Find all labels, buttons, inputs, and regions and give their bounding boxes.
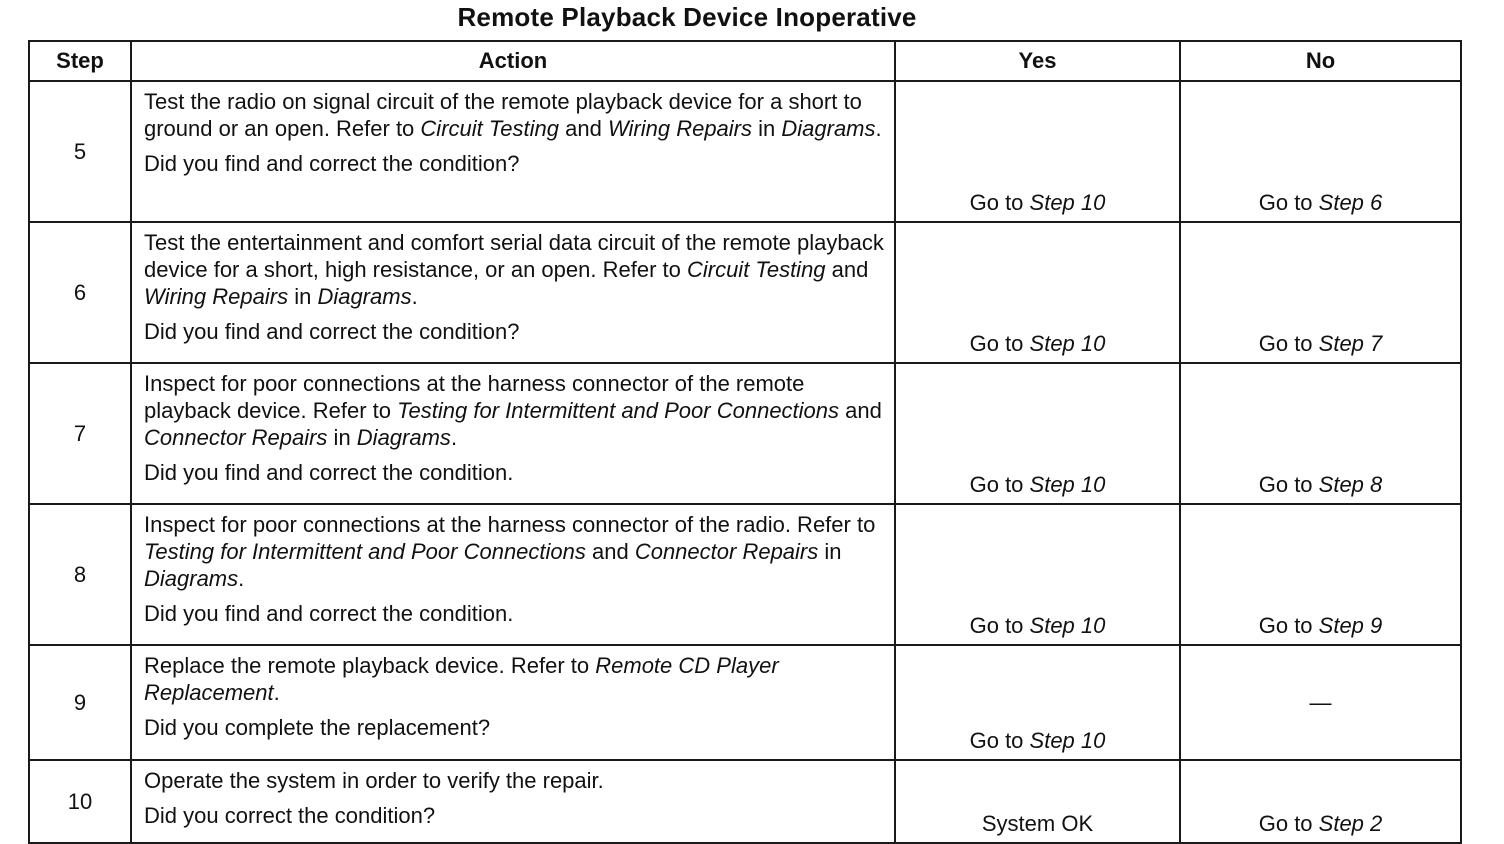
action-text: Test the entertainment and comfort serial data circuit of the remote playback device for a short, high resistance, or an open. Refer to bbox=[144, 230, 884, 282]
action-text: and bbox=[839, 398, 882, 423]
action-question: Did you find and correct the condition? bbox=[144, 319, 520, 344]
step-reference-link[interactable]: Step 10 bbox=[1029, 190, 1106, 215]
action-text: and bbox=[559, 116, 608, 141]
step-number: 5 bbox=[29, 81, 131, 222]
step-reference-link[interactable]: Step 2 bbox=[1318, 811, 1383, 836]
action-question: Did you correct the condition? bbox=[144, 803, 436, 828]
step-reference-link[interactable]: Step 10 bbox=[1029, 728, 1106, 753]
result-prefix: Go to bbox=[969, 331, 1030, 356]
table-row bbox=[29, 222, 1461, 363]
table-row bbox=[29, 504, 1461, 645]
no-result bbox=[1180, 645, 1461, 760]
action-instruction bbox=[144, 767, 888, 794]
result-prefix: Go to bbox=[969, 190, 1030, 215]
reference-connector-repairs: Connector Repairs bbox=[634, 539, 819, 564]
header-step: Step bbox=[29, 41, 131, 81]
action-text: Inspect for poor connections at the harness connector of the radio. Refer to bbox=[144, 512, 876, 537]
system-ok-text: System OK bbox=[981, 811, 1094, 836]
reference-testing-intermittent: Testing for Intermittent and Poor Connections bbox=[144, 539, 586, 564]
table-row bbox=[29, 363, 1461, 504]
no-result bbox=[1180, 504, 1461, 645]
step-reference-link[interactable]: Step 6 bbox=[1318, 190, 1383, 215]
action-text: . bbox=[238, 566, 245, 591]
result-prefix: Go to bbox=[1258, 331, 1319, 356]
step-number: 6 bbox=[29, 222, 131, 363]
reference-diagrams: Diagrams bbox=[317, 284, 412, 309]
reference-connector-repairs: Connector Repairs bbox=[144, 425, 328, 450]
action-text: . bbox=[875, 116, 882, 141]
action-text: Inspect for poor connections at the harness connector of the remote playback device. Refer to bbox=[144, 371, 805, 423]
action-cell bbox=[131, 645, 895, 760]
step-number: 7 bbox=[29, 363, 131, 504]
step-number: 8 bbox=[29, 504, 131, 645]
no-result bbox=[1180, 81, 1461, 222]
action-text: and bbox=[825, 257, 869, 282]
action-cell bbox=[131, 81, 895, 222]
action-instruction bbox=[144, 652, 888, 706]
action-text: . bbox=[411, 284, 418, 309]
reference-circuit-testing: Circuit Testing bbox=[686, 257, 826, 282]
table-row bbox=[29, 760, 1461, 843]
step-number: 9 bbox=[29, 645, 131, 760]
action-cell bbox=[131, 222, 895, 363]
no-result bbox=[1180, 222, 1461, 363]
yes-result bbox=[895, 81, 1180, 222]
step-reference-link[interactable]: Step 10 bbox=[1029, 613, 1106, 638]
reference-diagrams: Diagrams bbox=[781, 116, 876, 141]
reference-wiring-repairs: Wiring Repairs bbox=[607, 116, 753, 141]
no-result bbox=[1180, 363, 1461, 504]
action-text: . bbox=[273, 680, 280, 705]
step-number: 10 bbox=[29, 760, 131, 843]
result-prefix: Go to bbox=[969, 728, 1030, 753]
table-row bbox=[29, 645, 1461, 760]
header-no: No bbox=[1180, 41, 1461, 81]
action-instruction bbox=[144, 229, 888, 310]
table-header-row bbox=[29, 41, 1461, 81]
action-text: and bbox=[585, 539, 635, 564]
reference-testing-intermittent: Testing for Intermittent and Poor Connections bbox=[397, 398, 840, 423]
table-row bbox=[29, 81, 1461, 222]
reference-diagrams: Diagrams bbox=[144, 566, 239, 591]
action-instruction bbox=[144, 370, 888, 451]
yes-result bbox=[895, 504, 1180, 645]
action-cell bbox=[131, 363, 895, 504]
action-question: Did you complete the replacement? bbox=[144, 715, 491, 740]
action-question: Did you find and correct the condition? bbox=[144, 151, 520, 176]
reference-circuit-testing: Circuit Testing bbox=[420, 116, 559, 141]
action-text: Test the radio on signal circuit of the remote playback device for a short to ground or an open. Refer to bbox=[144, 89, 862, 141]
step-reference-link[interactable]: Step 8 bbox=[1318, 472, 1383, 497]
reference-diagrams: Diagrams bbox=[356, 425, 451, 450]
action-instruction bbox=[144, 511, 888, 592]
no-action-dash: — bbox=[1309, 690, 1332, 715]
step-reference-link[interactable]: Step 9 bbox=[1318, 613, 1383, 638]
action-text: Operate the system in order to verify the repair. bbox=[144, 768, 604, 793]
reference-wiring-repairs: Wiring Repairs bbox=[144, 284, 289, 309]
action-text: in bbox=[818, 539, 842, 564]
action-text: in bbox=[752, 116, 782, 141]
action-text: in bbox=[288, 284, 318, 309]
step-reference-link[interactable]: Step 10 bbox=[1029, 331, 1106, 356]
action-cell bbox=[131, 504, 895, 645]
result-prefix: Go to bbox=[969, 472, 1030, 497]
step-reference-link[interactable]: Step 10 bbox=[1029, 472, 1106, 497]
action-text: . bbox=[450, 425, 458, 450]
header-action: Action bbox=[131, 41, 895, 81]
action-text: Replace the remote playback device. Refer to bbox=[144, 653, 596, 678]
reference-remote-cd-player-replacement: Remote CD Player Replacement bbox=[144, 653, 779, 705]
header-yes: Yes bbox=[895, 41, 1180, 81]
action-question: Did you find and correct the condition. bbox=[144, 460, 514, 485]
result-prefix: Go to bbox=[1258, 190, 1319, 215]
action-text: in bbox=[327, 425, 357, 450]
result-prefix: Go to bbox=[1258, 811, 1319, 836]
result-prefix: Go to bbox=[1258, 472, 1319, 497]
yes-result bbox=[895, 363, 1180, 504]
page-title: Remote Playback Device Inoperative bbox=[457, 2, 917, 32]
no-result bbox=[1180, 760, 1461, 843]
result-prefix: Go to bbox=[969, 613, 1030, 638]
step-reference-link[interactable]: Step 7 bbox=[1318, 331, 1383, 356]
action-cell bbox=[131, 760, 895, 843]
action-instruction bbox=[144, 88, 888, 142]
diagnostic-steps-table bbox=[28, 40, 1462, 844]
yes-result bbox=[895, 222, 1180, 363]
yes-result bbox=[895, 760, 1180, 843]
yes-result bbox=[895, 645, 1180, 760]
action-question: Did you find and correct the condition. bbox=[144, 601, 514, 626]
result-prefix: Go to bbox=[1258, 613, 1319, 638]
